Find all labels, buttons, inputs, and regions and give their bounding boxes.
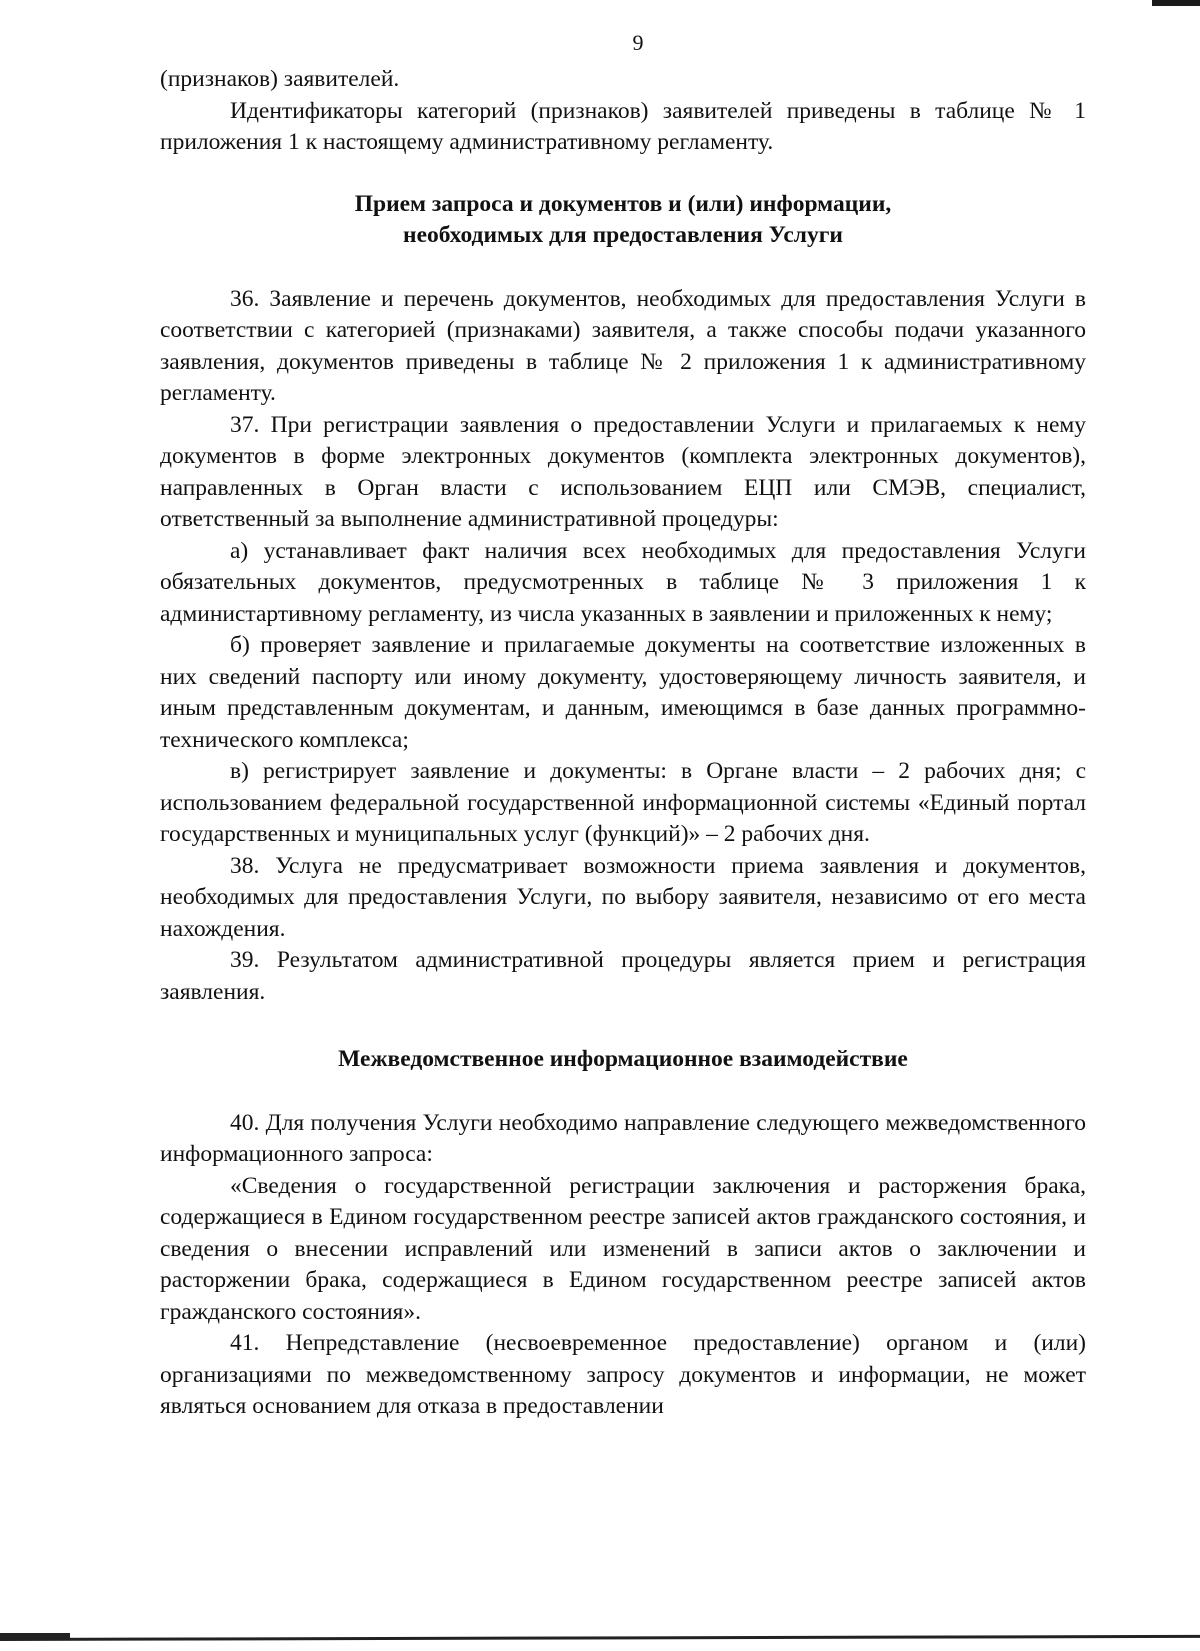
paragraph-37-b: б) проверяет заявление и прилагаемые документы на соответствие изложенных в них сведений паспорту или иному документу, удостоверяющему личность заявителя, и иным представленным документам, и данным, имеющимся в базе данных программно-технического комплекса; bbox=[160, 632, 1086, 753]
paragraph-38: 38. Услуга не предусматривает возможности приема заявления и документов, необходимых для предоставления Услуги, по выбору заявителя, независимо от его места нахождения. bbox=[160, 852, 1086, 942]
document-page bbox=[160, 30, 1086, 1423]
heading-line-1: Прием запроса и документов и (или) информации, bbox=[354, 190, 892, 217]
scan-edge-top bbox=[1152, 0, 1200, 6]
paragraph-37-v: в) регистрирует заявление и документы: в Органе власти – 2 рабочих дня; с использованием федеральной государственной информационной системы «Единый портал государственных и муниципальных услуг (функций)» – 2 рабочих дня. bbox=[160, 758, 1086, 847]
scan-edge-bottom bbox=[0, 1635, 1200, 1641]
paragraph-40-quote: «Сведения о государственной регистрации заключения и расторжения брака, содержащиеся в Едином государственном реестре записей актов гражданского состояния, и сведения о внесении исправлений или изменений в записи актов о заключении и расторжении брака, содержащиеся в Едином государственном реестре записей актов гражданского состояния». bbox=[160, 1172, 1086, 1325]
paragraph-37-a: а) устанавливает факт наличия всех необходимых для предоставления Услуги обязательных документов, предусмотренных в таблице № 3 приложения 1 к администартивному регламенту, из числа указанных в заявлении и приложенных к нему; bbox=[160, 537, 1086, 627]
section-heading-interagency bbox=[160, 1044, 1086, 1076]
page-number: 9 bbox=[632, 30, 644, 55]
paragraph-36: 36. Заявление и перечень документов, необходимых для предоставления Услуги в соответствии с категорией (признаками) заявителя, а также способы подачи указанного заявления, документов приведены в таблице № 2 приложения 1 к административному регламенту. bbox=[160, 285, 1086, 406]
heading-interagency-text: Межведомственное информационное взаимодействие bbox=[338, 1046, 908, 1072]
section-heading-reception bbox=[160, 189, 1086, 252]
paragraph-41: 41. Непредставление (несвоевременное предоставление) органом и (или) организациями по межведомственному запросу документов и информации, не может являться основанием для отказа в предоставлении bbox=[160, 1330, 1086, 1419]
paragraph-identifiers: Идентификаторы категорий (признаков) заявителей приведены в таблице № 1 приложения 1 к настоящему административному регламенту. bbox=[160, 97, 1086, 155]
heading-line-2: необходимых для предоставления Услуги bbox=[403, 222, 843, 248]
paragraph-37: 37. При регистрации заявления о предоставлении Услуги и прилагаемых к нему документов в форме электронных документов (комплекта электронных документов), направленных в Орган власти с использованием ЕЦП или СМЭВ, специалист, ответственный за выполнение административной процедуры: bbox=[160, 411, 1086, 532]
paragraph-continuation: (признаков) заявителей. bbox=[160, 66, 400, 92]
paragraph-40: 40. Для получения Услуги необходимо направление следующего межведомственного информационного запроса: bbox=[160, 1109, 1086, 1167]
paragraph-39: 39. Результатом административной процедуры является прием и регистрация заявления. bbox=[160, 947, 1086, 1005]
